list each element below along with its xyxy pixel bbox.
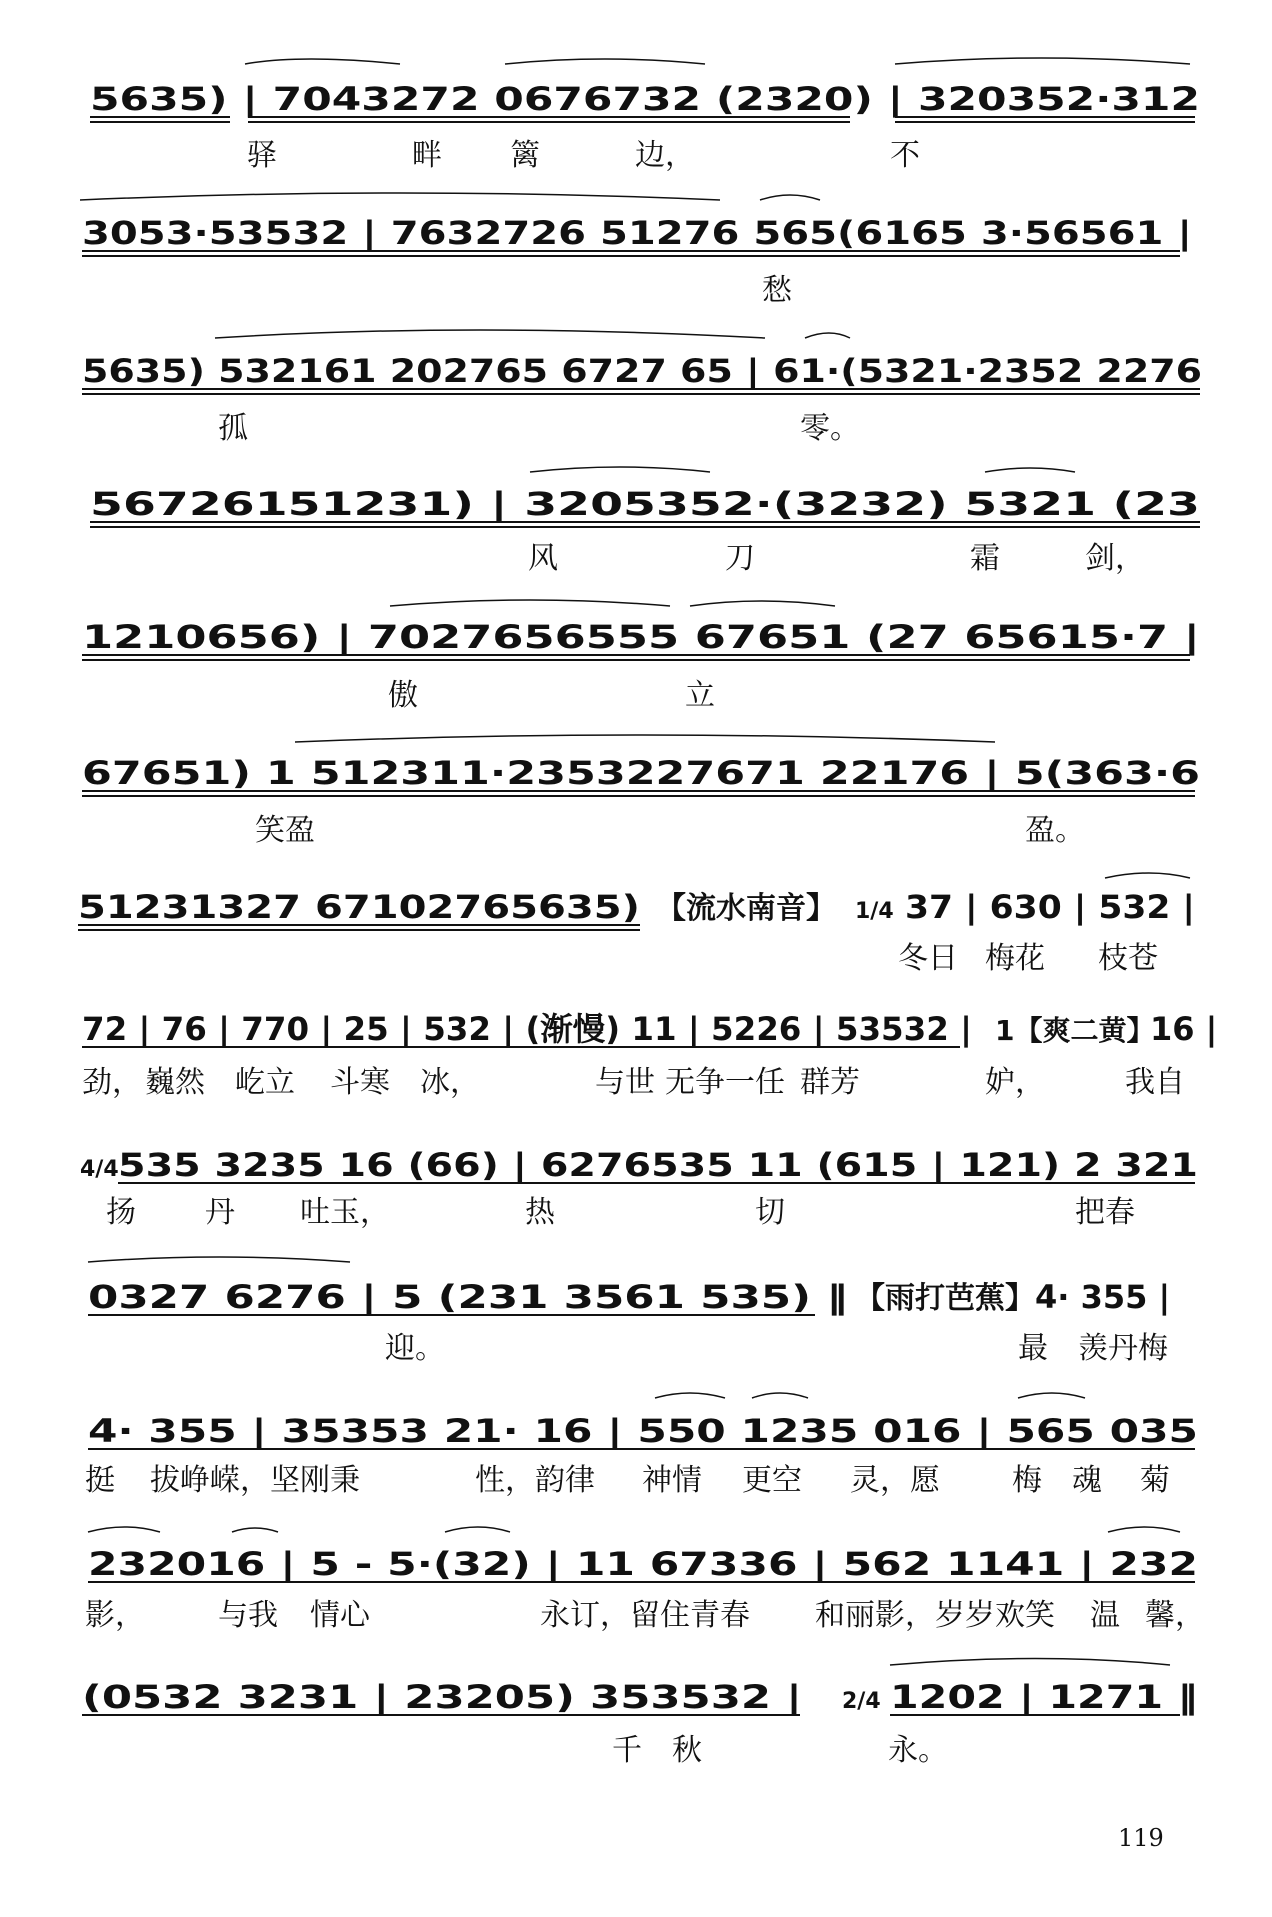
system-13-notation-tail: 1202 | 1271 ‖ bbox=[890, 1678, 1130, 1716]
lyric: 灵，愿 bbox=[850, 1463, 940, 1498]
lyric: 剑， bbox=[1085, 541, 1145, 576]
lyric: 无争一任 bbox=[665, 1065, 785, 1100]
system-13-notation: (0532 3231 | 23205) 353532 | bbox=[82, 1678, 614, 1716]
system-3-notation: 5635) 532161 202765 6727 65 | 61·(5321·2352 2276 bbox=[82, 352, 1027, 390]
system-9-notation: 535 3235 16 (66) | 6276535 11 (615 | 121) 2 321 bbox=[118, 1146, 991, 1184]
system-13 bbox=[82, 1659, 1198, 1769]
system-11 bbox=[85, 1393, 1198, 1498]
system-10-notation: 0327 6276 | 5 (231 3561 535) ‖ bbox=[88, 1278, 646, 1316]
lyric: 拔峥嵘，坚刚秉 bbox=[150, 1463, 360, 1498]
lyric: 神情 bbox=[642, 1463, 702, 1498]
lyric: 零。 bbox=[800, 411, 860, 446]
page-number: 119 bbox=[1118, 1824, 1164, 1852]
time-signature: 2/4 bbox=[842, 1689, 881, 1714]
lyric: 秋 bbox=[672, 1733, 702, 1768]
lyric: 羡丹梅 bbox=[1078, 1331, 1168, 1366]
section-marker-yuda-bajiao: 【雨打芭蕉】 bbox=[855, 1281, 1035, 1316]
lyric: 愁 bbox=[762, 273, 792, 308]
lyric: 扬 bbox=[106, 1195, 136, 1230]
lyric: 畔 bbox=[412, 138, 442, 173]
lyric: 傲 bbox=[388, 678, 418, 713]
lyric: 盈。 bbox=[1025, 813, 1085, 848]
lyric: 孤 bbox=[218, 411, 248, 446]
lyric: 妒， bbox=[985, 1065, 1045, 1100]
system-8 bbox=[82, 1010, 1217, 1100]
system-7-notation: 51231327 67102765635) bbox=[78, 888, 640, 926]
system-4 bbox=[90, 467, 1200, 576]
system-6-notation: 67651) 1 512311·2353227671 22176 | 5(363·6 bbox=[82, 754, 916, 792]
time-signature: 1/4 bbox=[855, 899, 894, 924]
lyric: 迎。 bbox=[385, 1331, 445, 1366]
lyric: 冬日 bbox=[898, 941, 958, 976]
lyric: 笑盈 bbox=[255, 813, 315, 848]
lyric: 菊 bbox=[1140, 1463, 1170, 1498]
system-8-notation: 72 | 76 | 770 | 25 | 532 | (渐慢) 11 | 5226 | 53532 | bbox=[82, 1010, 960, 1048]
system-9 bbox=[80, 1146, 1198, 1230]
section-marker-shuang-erhuang: 1【爽二黄】 bbox=[995, 1014, 1155, 1047]
lyric: 更空 bbox=[742, 1463, 802, 1498]
lyric: 斗寒 bbox=[330, 1065, 390, 1100]
lyric: 吐玉， bbox=[300, 1195, 390, 1230]
lyric: 最 bbox=[1018, 1331, 1048, 1366]
lyric: 切 bbox=[755, 1195, 785, 1230]
lyric: 不 bbox=[890, 138, 920, 173]
time-signature: 4/4 bbox=[80, 1157, 119, 1182]
system-2-notation: 3053·53532 | 7632726 51276 565(6165 3·56561 | bbox=[82, 214, 969, 252]
lyric: 馨， bbox=[1145, 1598, 1205, 1633]
system-12 bbox=[85, 1527, 1205, 1633]
lyric: 屹立 bbox=[235, 1065, 295, 1100]
system-6 bbox=[82, 735, 1200, 848]
lyric: 千 bbox=[612, 1733, 642, 1768]
system-4-notation: 56726151231) | 3205352·(3232) 5321 (23 bbox=[90, 485, 841, 523]
lyric: 巍然 bbox=[145, 1065, 205, 1100]
lyric: 边， bbox=[635, 138, 695, 173]
lyric: 温 bbox=[1090, 1598, 1120, 1633]
lyric: 驿 bbox=[247, 138, 277, 173]
lyric: 梅 bbox=[1012, 1463, 1042, 1498]
lyric: 与我 bbox=[218, 1598, 278, 1633]
lyric: 风 bbox=[528, 541, 558, 576]
lyric: 情心 bbox=[310, 1598, 370, 1633]
system-1 bbox=[90, 58, 1200, 173]
lyric: 挺 bbox=[85, 1463, 115, 1498]
lyric: 劲， bbox=[82, 1065, 142, 1100]
system-12-notation: 232016 | 5 - 5·(32) | 11 67336 | 562 1141 | 232 bbox=[88, 1545, 925, 1583]
lyric: 枝苍 bbox=[1098, 941, 1158, 976]
lyric: 永订，留住青春 bbox=[540, 1598, 750, 1633]
system-5 bbox=[82, 600, 1200, 713]
system-5-notation: 1210656) | 7027656555 67651 (27 65615·7 | bbox=[82, 618, 882, 656]
system-1-notation: 5635) | 7043272 0676732 (2320) | 320352·312 bbox=[90, 80, 927, 118]
lyric: 丹 bbox=[205, 1195, 235, 1230]
lyric: 与世 bbox=[595, 1065, 655, 1100]
system-10 bbox=[88, 1257, 1170, 1366]
system-11-notation: 4· 355 | 35353 21· 16 | 550 1235 016 | 565 035 bbox=[88, 1412, 927, 1450]
system-7-notation-tail: 37 | 630 | 532 | bbox=[905, 888, 1174, 926]
lyric: 魂 bbox=[1072, 1463, 1102, 1498]
system-7 bbox=[78, 873, 1195, 976]
lyric: 梅花 bbox=[985, 941, 1045, 976]
lyric: 篱 bbox=[510, 138, 540, 173]
lyric: 把春 bbox=[1075, 1195, 1135, 1230]
lyric: 和丽影，岁岁欢笑 bbox=[815, 1598, 1055, 1633]
lyric: 永。 bbox=[888, 1733, 948, 1768]
lyric: 影， bbox=[85, 1598, 145, 1633]
lyric: 群芳 bbox=[800, 1065, 860, 1100]
lyric: 热 bbox=[525, 1195, 555, 1230]
system-10-notation-tail: 4· 355 | bbox=[1035, 1278, 1171, 1316]
lyric: 冰， bbox=[420, 1065, 480, 1100]
lyric: 刀 bbox=[725, 541, 755, 576]
section-marker-liushui-nanyin: 【流水南音】 bbox=[656, 891, 836, 926]
system-2 bbox=[80, 193, 1192, 308]
system-3 bbox=[82, 330, 1202, 446]
lyric: 性，韵律 bbox=[475, 1463, 595, 1498]
lyric: 霜 bbox=[970, 541, 1000, 576]
lyric: 我自 bbox=[1125, 1065, 1185, 1100]
lyric: 立 bbox=[685, 678, 715, 713]
system-8-notation-tail: 16 | bbox=[1150, 1010, 1218, 1048]
